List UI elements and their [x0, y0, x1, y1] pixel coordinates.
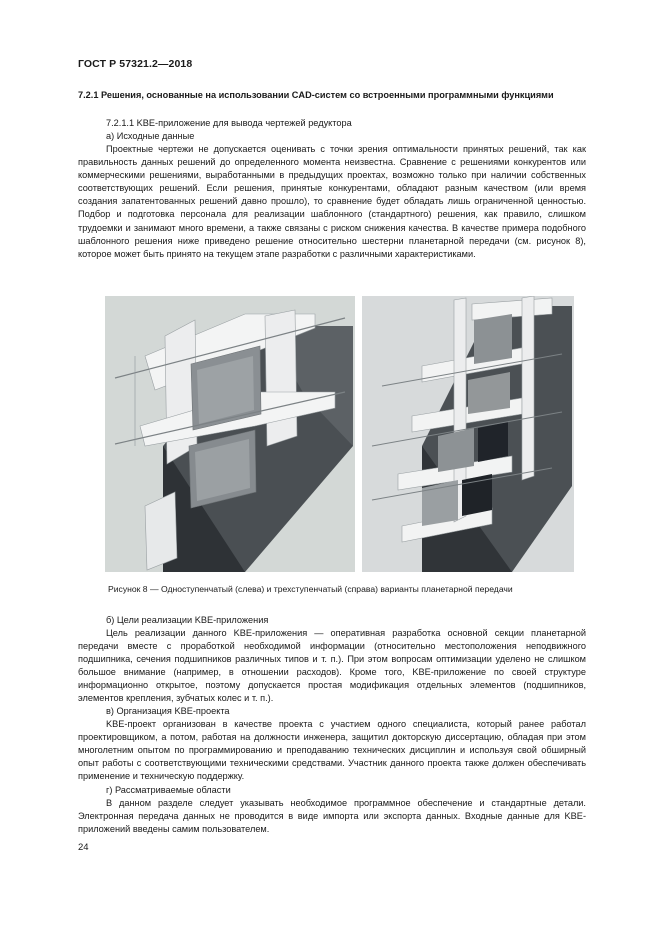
item-b-paragraph: Цель реализации данного KBE-приложения — оперативная разработка основной секции планетарной передачи вместе с проработкой необходимой информации (относительно местоположения неподвижного подшипника, сечения подшипников различных типов и т. п.). При этом вопросам оптимизации уделено не слишком большое внимание (например, в отношении расходов). Кроме того, KBE-приложение по своей структуре информационно открытое, поэтому допускается простая модификация отдельных элементов (подшипников, элементов крепления, зубчатых колес и т. п.).: [78, 628, 586, 704]
page-number: 24: [78, 842, 89, 853]
item-d-paragraph: В данном разделе следует указывать необходимое программное обеспечение и стандартные детали. Электронная передача данных не проводится в виде импорта или экспорта данных. Входные данные для KBE-приложений введены самим пользователем.: [78, 798, 586, 835]
figure-right-three-stage-render: [362, 296, 574, 572]
item-b-title: б) Цели реализации KBE-приложения: [106, 615, 269, 625]
figure-left-single-stage-render: [105, 296, 355, 572]
figure-caption: Рисунок 8 — Одноступенчатый (слева) и трехступенчатый (справа) варианты планетарной передачи: [108, 584, 513, 594]
item-a-paragraph: Проектные чертежи не допускается оценивать с точки зрения оптимальности принятых решений, так как правильность данных решений до определенного момента неизвестна. Сравнение с решениями конкурентов или коммерческими решениями, выработанными в предыдущих проектах, возможно только при наличии собственных соответствующих решений. Если решения, принятые конкурентами, обладают разным качеством (или время создания запатентованных решений давно прошло), то сравнение будет обладать лишь ограниченной ценностью. Подбор и подготовка персонала для реализации шаблонного (стандартного) решения, как правило, слишком трудоемки и занимают много времени, а также связаны с риском снижения качества. В качестве примера подобного шаблонного решения ниже приведено решение относительно шестерни планетарной передачи (см. рисунок 8), которое может быть принято на текущем этапе разработки с различными характеристиками.: [78, 144, 586, 259]
item-c-paragraph: KBE-проект организован в качестве проекта с участием одного специалиста, который ранее работал проектировщиком, а потом, работая на должности инженера, защитил докторскую диссертацию, обладая при этом многолетним опытом по программированию и преподаванию технических дисциплин и используя свой обширный опыт работы с соответствующими техническими средствами. Участник данного проекта также должен обеспечивать применение и техническую поддержку.: [78, 719, 586, 782]
subsection-heading: 7.2.1.1 KBE-приложение для вывода чертежей редуктора: [106, 118, 352, 128]
item-c-title: в) Организация KBE-проекта: [106, 706, 230, 716]
section-heading: 7.2.1 Решения, основанные на использовании CAD-систем со встроенными программными функциями: [78, 90, 554, 100]
item-d-title: г) Рассматриваемые области: [106, 785, 231, 795]
item-a-title: а) Исходные данные: [106, 131, 195, 141]
document-standard-header: ГОСТ Р 57321.2—2018: [78, 58, 193, 70]
